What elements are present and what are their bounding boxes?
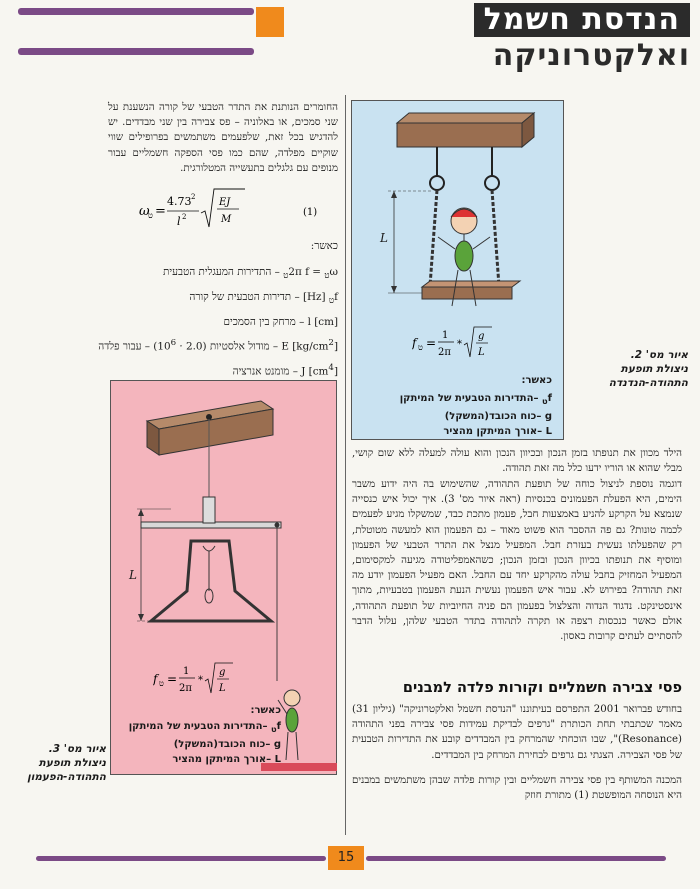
figure-2-caption xyxy=(568,348,688,390)
svg-text:g: g xyxy=(219,667,226,678)
svg-text:M: M xyxy=(221,214,232,225)
svg-text:ט: ט xyxy=(148,211,153,220)
header-title-line2: ואלקטרוניקה xyxy=(492,38,690,73)
fig3-label-L: L xyxy=(129,568,137,582)
header-bar-bottom xyxy=(18,48,254,55)
right-paragraph-3: בחודש פברואר 2001 התפרסם בעיתוננו "הנדסת חשמל ואלקטרוניקה" (גיליון 31) מאמר שכתבתי תחת הכותרת "גרפים לבדיקת עמידות פסי צבירה בפני התהודה (Resonance)", שבו הוכחתי שהמרחק בין המבדדים קובע את התדירות הטבעית של פסי הצבירה. הצגתי גם גרפים לבחירת המרחק בין המבדדים. xyxy=(352,704,682,761)
svg-text:4.73: 4.73 xyxy=(167,195,192,208)
figure-3-bell xyxy=(110,380,337,775)
definition-e: E $[kg/cm^2]$ – מודול אלסטיות $(2.0 \cdot 10^6)$ – עבור פלדה xyxy=(98,338,338,353)
svg-text:2π: 2π xyxy=(179,683,192,694)
fig2-where: כאשר: xyxy=(521,375,552,386)
svg-text:*: * xyxy=(457,339,462,350)
svg-text:2π: 2π xyxy=(438,347,451,358)
svg-text:1: 1 xyxy=(442,330,449,341)
definition-omega: $\omega_ט = 2\pi$ $f_ט$ – התדירות המעגלית הטבעית xyxy=(163,266,338,282)
svg-text:l: l xyxy=(177,215,181,228)
figure-3-caption xyxy=(20,742,106,784)
svg-text:ט: ט xyxy=(418,343,423,352)
section-title: פסי צבירה חשמליים וקורות פלדה למבנים xyxy=(402,680,682,696)
definitions-list xyxy=(60,262,338,382)
formula-1 xyxy=(135,185,335,233)
right-paragraph-2: דוגמה נוספת לניצול כוחה של תופעת התהודה, שהשימוש בה היה ידוע משבר הימים, היא הפעלת הפעמונים בכנסיות (ראה איור מס' 3). איך יכול איש כנסייה שנמצא על הקרקע להניע באמצעות חבל, פעמון מתכת כבד, שמשקלו מגיע לפעמים לכמה טונות? גם פה ההסבר הוא פשוט מאוד – גם הפעמון הוא למעשה מטוטלת, רק שהפעלתו נעשית בעזרת חבל. המפעיל מנצל את התדר הטבעי של הפעמון ומוסיף את תנופתו בכיוון הנכון ובזמן הנכון; כשהאמפליטודה מגיעה למקסימום, המפעיל המחזיק בחבל עולה מהקרקע יחד עם החבל. האם מפעיל הפעמון יודע מה זאת תהודה? בפירוש לא. עבור איש הפעמון נעשית הנעת הפעמון בטבעיות, מתוך אינסטינקט. נדגוד הנדוה והצלצול בפעמון הם פניה החיוביות של תופעת התהודה, אולם כאשר כנכסות רצפה או תקרה לתהודה בתדר הטבעי שלהן, עלול הדבר להסתיים לעתים קרובות באסון. xyxy=(352,479,683,643)
svg-text:L: L xyxy=(478,347,485,358)
svg-text:=: = xyxy=(167,672,178,686)
svg-text:ט: ט xyxy=(159,679,164,688)
fig3-formula xyxy=(153,659,273,699)
fig2-formula xyxy=(412,323,532,363)
swing-illustration xyxy=(352,101,565,341)
figure-2-swing xyxy=(351,100,564,440)
svg-text:*: * xyxy=(198,675,203,686)
right-paragraph-4: המכנה המשותף בין פסי צבירה חשמליים ובין קורות פלדה שבהן משתמשים במבנים היא הנוסחה המופשטת (1) מתורת חוזק xyxy=(352,775,682,802)
header-title-block xyxy=(256,3,692,73)
svg-text:2: 2 xyxy=(191,193,196,201)
definition-j: J $[cm^4]$ – מומנט אנרציה xyxy=(232,362,338,378)
fig2-label-L: L xyxy=(380,231,388,245)
where-label: כאשר: xyxy=(310,240,338,252)
bell-ringer-figure xyxy=(276,686,316,766)
svg-text:1: 1 xyxy=(183,666,190,677)
fig3-legend-item: g –כוח הכובד(המשקל) xyxy=(173,739,281,750)
definition-f: $f_ט$ [Hz] – תדירות הטבעית של קורה xyxy=(189,291,338,307)
right-paragraph-1: הילד מכוון את תנופתו בזמן הנכון ובכיוון הנכון והוא עולה למעלה ללא שום קושי, מבלי שהוא או הוריו ידעו כלל מה זאת תהודה. xyxy=(352,448,682,475)
fig3-caption-line1: איור מס' 3. xyxy=(48,743,106,755)
fig3-caption-line2: ניצולת תופעת xyxy=(38,757,106,769)
svg-text:2: 2 xyxy=(182,213,187,221)
fig3-caption-line3: התהודה-הפעמון xyxy=(27,771,106,783)
definition-l: l [cm] – מרחק בין הסמכים xyxy=(223,316,338,329)
fig3-legend xyxy=(117,719,281,767)
svg-text:g: g xyxy=(478,331,485,342)
intro-paragraph: החומרים הנותנת את התדר הטבעי של קורה הנשענת על שני סמכים, או באלוניה – פס צבירה בין שני מבדדים. יש להדגיש בכל זאת, שלפעמים משתמשים בפרופילים שווי שוקיים מפלדה, שהם כמו פסי הספקה חשמליים עבור מנופים עם גלגלים בתעשייה המטלורגית. xyxy=(108,102,338,174)
svg-text:=: = xyxy=(426,336,437,350)
fig2-legend xyxy=(362,391,552,439)
fig2-caption-line1: איור מס' 2. xyxy=(630,349,688,361)
fig2-caption-line2: ניצולת תופעת xyxy=(620,363,688,375)
page-number: 15 xyxy=(328,846,364,870)
fig3-where: כאשר: xyxy=(250,705,281,716)
svg-text:EJ: EJ xyxy=(219,197,231,208)
fig2-legend-item: g –כוח הכובד(המשקל) xyxy=(444,411,552,422)
footer-bar-left xyxy=(36,856,326,861)
svg-text:f: f xyxy=(412,336,417,350)
header-bar-top xyxy=(18,8,254,15)
svg-text:=: = xyxy=(155,204,166,219)
svg-text:f: f xyxy=(153,672,158,686)
bell-illustration xyxy=(111,381,338,681)
footer-bar-right xyxy=(366,856,666,861)
formula-1-svg xyxy=(135,185,335,233)
fig3-legend-item: $f_ט$ –התדירות הטבעית של המיתקן xyxy=(128,721,281,734)
svg-text:L: L xyxy=(219,683,226,694)
svg-text:ω: ω xyxy=(139,204,150,219)
header-accent-block xyxy=(256,7,284,37)
fig2-legend-item: L –אורך המיתקן מהציר xyxy=(443,426,552,437)
fig2-caption-line3: התהודה-הנדנדה xyxy=(608,377,688,389)
header-title-line1: הנדסת חשמל xyxy=(474,3,690,37)
svg-text:(1): (1) xyxy=(303,207,318,218)
column-divider xyxy=(345,95,346,835)
fig3-legend-item: L –אורך המיתקן מהציר xyxy=(172,754,281,765)
fig2-legend-item: $f_ט$ –התדירות הטבעית של המיתקן xyxy=(399,393,552,406)
